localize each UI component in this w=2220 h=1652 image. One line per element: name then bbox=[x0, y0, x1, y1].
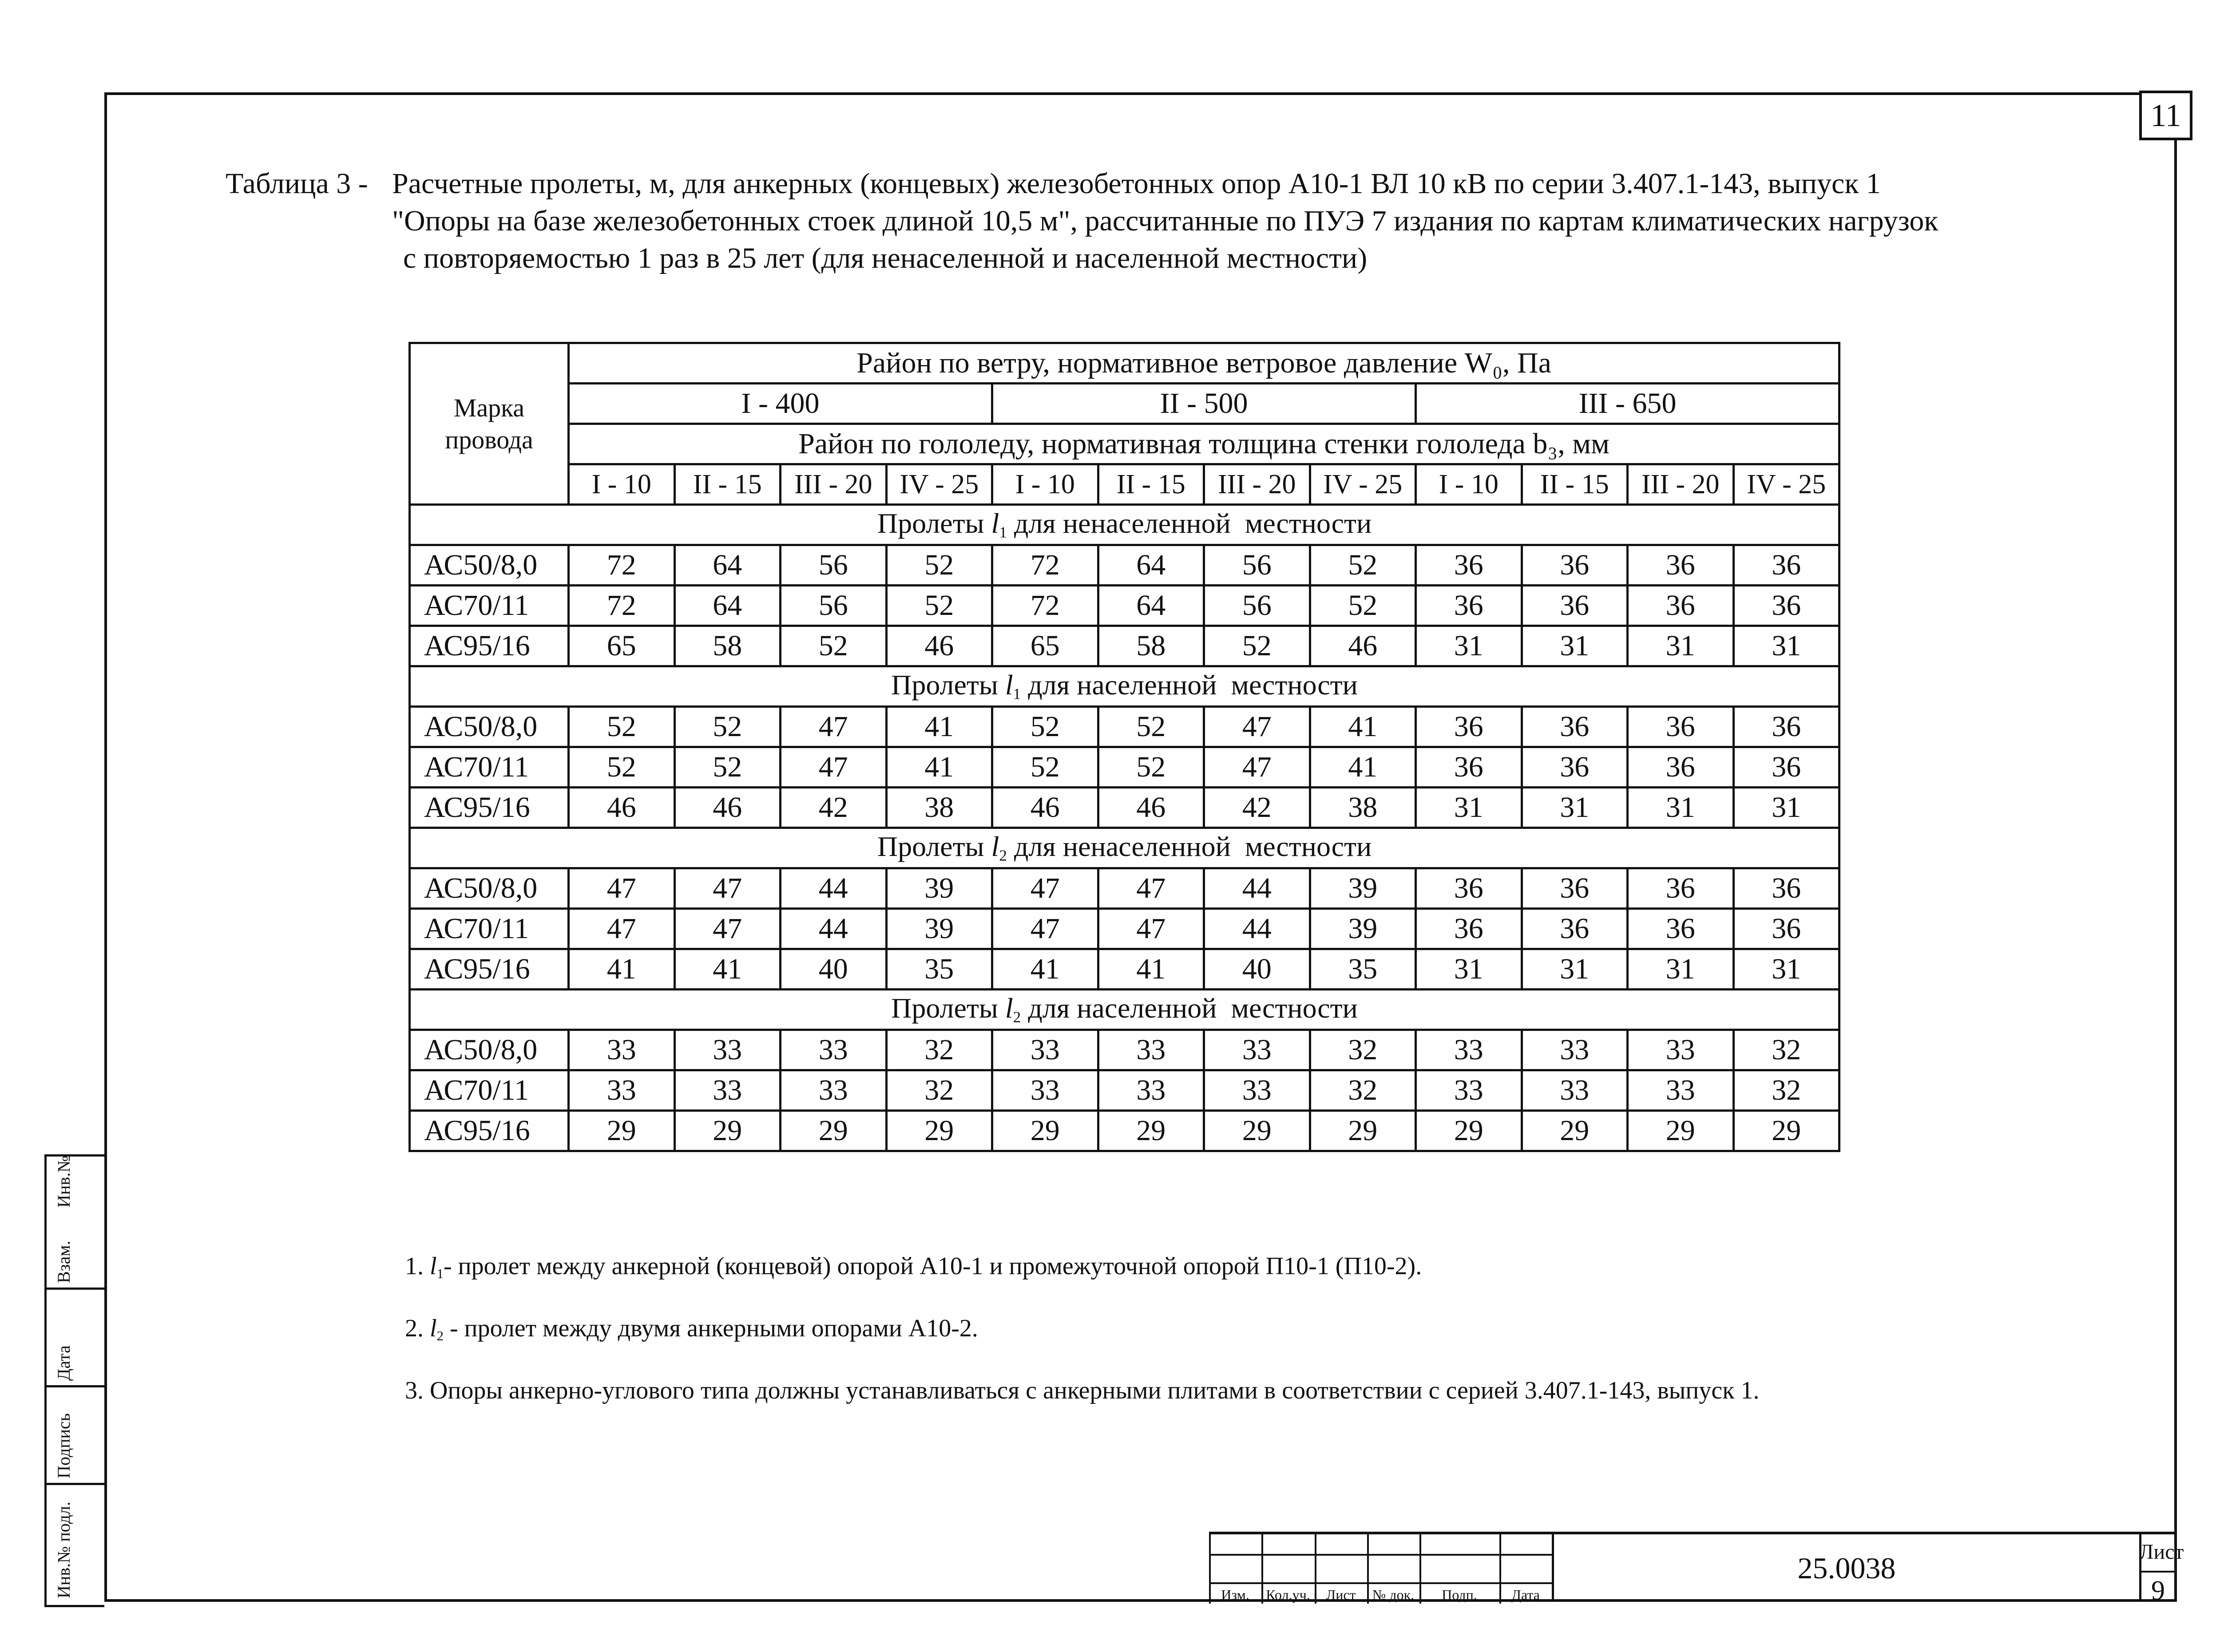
span-value-cell: 42 bbox=[1204, 788, 1310, 828]
table-row bbox=[410, 949, 1839, 990]
span-value-cell: 36 bbox=[1733, 586, 1839, 626]
span-value-cell: 33 bbox=[1522, 1030, 1628, 1070]
span-value-cell: 33 bbox=[1416, 1030, 1522, 1070]
span-value-cell: 33 bbox=[1522, 1070, 1628, 1111]
span-value-cell: 47 bbox=[781, 707, 887, 747]
span-value-cell: 33 bbox=[1204, 1070, 1310, 1111]
wire-brand-cell: АС50/8,0 bbox=[410, 868, 569, 909]
span-value-cell: 72 bbox=[569, 586, 675, 626]
span-value-cell: 29 bbox=[1733, 1111, 1839, 1151]
span-value-cell: 44 bbox=[1204, 909, 1310, 949]
span-value-cell: 31 bbox=[1628, 949, 1734, 990]
span-value-cell: 31 bbox=[1522, 626, 1628, 666]
table-row bbox=[410, 626, 1839, 666]
table-row bbox=[410, 707, 1839, 747]
span-value-cell: 31 bbox=[1733, 788, 1839, 828]
ice-col-header: III - 20 bbox=[781, 464, 887, 505]
ice-col-header: III - 20 bbox=[1628, 464, 1734, 505]
span-value-cell: 47 bbox=[1098, 868, 1204, 909]
span-value-cell: 72 bbox=[992, 586, 1098, 626]
table-row bbox=[410, 788, 1839, 828]
span-value-cell: 33 bbox=[674, 1070, 781, 1111]
span-value-cell: 29 bbox=[1310, 1111, 1416, 1151]
span-value-cell: 39 bbox=[1310, 909, 1416, 949]
span-value-cell: 46 bbox=[1098, 788, 1204, 828]
span-subscript: 1 bbox=[1013, 685, 1021, 703]
span-value-cell: 36 bbox=[1628, 545, 1734, 586]
span-value-cell: 47 bbox=[781, 747, 887, 788]
section-header-row bbox=[410, 505, 1839, 545]
span-value-cell: 52 bbox=[569, 747, 675, 788]
span-symbol: l bbox=[991, 831, 999, 863]
span-value-cell: 56 bbox=[1204, 545, 1310, 586]
note-number: 1. bbox=[405, 1252, 430, 1280]
span-value-cell: 38 bbox=[886, 788, 992, 828]
span-value-cell: 29 bbox=[569, 1111, 675, 1151]
note-item bbox=[405, 1314, 978, 1344]
span-value-cell: 64 bbox=[674, 586, 781, 626]
note-text: - пролет между анкерной (концевой) опорой А10-1 и промежуточной опорой П10-1 (П10-2). bbox=[443, 1252, 1422, 1280]
span-value-cell: 33 bbox=[1416, 1070, 1522, 1111]
span-value-cell: 39 bbox=[886, 909, 992, 949]
caption-line-2: "Опоры на базе железобетонных стоек длиной 10,5 м", рассчитанные по ПУЭ 7 издания по картам климатических нагрузок bbox=[392, 205, 1939, 237]
span-value-cell: 52 bbox=[992, 707, 1098, 747]
span-value-cell: 52 bbox=[1310, 586, 1416, 626]
span-value-cell: 36 bbox=[1522, 909, 1628, 949]
wire-brand-cell: АС70/11 bbox=[410, 1070, 569, 1111]
span-value-cell: 29 bbox=[781, 1111, 887, 1151]
ice-col-header: I - 10 bbox=[569, 464, 675, 505]
span-value-cell: 31 bbox=[1522, 788, 1628, 828]
span-value-cell: 64 bbox=[674, 545, 781, 586]
span-value-cell: 33 bbox=[781, 1070, 887, 1111]
span-value-cell: 32 bbox=[886, 1030, 992, 1070]
ice-col-header: II - 15 bbox=[1098, 464, 1204, 505]
span-value-cell: 36 bbox=[1416, 707, 1522, 747]
stamp-label-podpis: Подпись bbox=[54, 1413, 74, 1478]
ice-col-header: III - 20 bbox=[1204, 464, 1310, 505]
span-value-cell: 44 bbox=[781, 909, 887, 949]
note-number: 2. bbox=[405, 1315, 430, 1342]
span-value-cell: 72 bbox=[569, 545, 675, 586]
span-value-cell: 41 bbox=[886, 747, 992, 788]
span-value-cell: 33 bbox=[1628, 1030, 1734, 1070]
span-value-cell: 64 bbox=[1098, 545, 1204, 586]
span-value-cell: 65 bbox=[569, 626, 675, 666]
wire-brand-cell: АС50/8,0 bbox=[410, 1030, 569, 1070]
span-value-cell: 31 bbox=[1416, 949, 1522, 990]
span-value-cell: 29 bbox=[1204, 1111, 1310, 1151]
tb-col-list: Лист bbox=[1326, 1587, 1356, 1603]
span-value-cell: 52 bbox=[1204, 626, 1310, 666]
span-value-cell: 52 bbox=[1098, 747, 1204, 788]
span-value-cell: 41 bbox=[1310, 707, 1416, 747]
span-value-cell: 36 bbox=[1522, 707, 1628, 747]
span-value-cell: 29 bbox=[1628, 1111, 1734, 1151]
span-value-cell: 36 bbox=[1733, 909, 1839, 949]
span-value-cell: 41 bbox=[886, 707, 992, 747]
wire-brand-cell: АС70/11 bbox=[410, 586, 569, 626]
wire-brand-cell: АС95/16 bbox=[410, 949, 569, 990]
sheet-number: 9 bbox=[2151, 1576, 2165, 1606]
table-row bbox=[410, 747, 1839, 788]
tb-col-podp: Подп. bbox=[1442, 1587, 1477, 1603]
table-row bbox=[410, 1111, 1839, 1151]
span-value-cell: 33 bbox=[674, 1030, 781, 1070]
section-header-row bbox=[410, 828, 1839, 868]
span-value-cell: 47 bbox=[569, 909, 675, 949]
span-value-cell: 32 bbox=[1733, 1070, 1839, 1111]
span-value-cell: 41 bbox=[1098, 949, 1204, 990]
section-title bbox=[410, 828, 1839, 868]
span-value-cell: 36 bbox=[1628, 747, 1734, 788]
span-value-cell: 47 bbox=[569, 868, 675, 909]
span-value-cell: 72 bbox=[992, 545, 1098, 586]
section-title-prefix: Пролеты bbox=[891, 992, 1005, 1024]
table-row bbox=[410, 1030, 1839, 1070]
span-value-cell: 32 bbox=[1310, 1070, 1416, 1111]
span-value-cell: 33 bbox=[1628, 1070, 1734, 1111]
ice-col-header: IV - 25 bbox=[886, 464, 992, 505]
wind-group-header: I - 400 bbox=[569, 384, 992, 424]
ice-col-header: II - 15 bbox=[1522, 464, 1628, 505]
tb-col-kolich: Кол.уч. bbox=[1266, 1587, 1310, 1603]
span-value-cell: 52 bbox=[674, 707, 781, 747]
span-value-cell: 56 bbox=[1204, 586, 1310, 626]
note-text: Опоры анкерно-углового типа должны устанавливаться с анкерными плитами в соответствии с серией 3.407.1-143, выпуск 1. bbox=[430, 1377, 1760, 1404]
section-title-suffix: для населенной местности bbox=[1021, 669, 1358, 701]
section-title-suffix: для населенной местности bbox=[1021, 992, 1358, 1024]
table-row bbox=[410, 909, 1839, 949]
span-value-cell: 64 bbox=[1098, 586, 1204, 626]
section-header-row bbox=[410, 666, 1839, 707]
tb-col-izm: Изм. bbox=[1221, 1587, 1249, 1603]
span-value-cell: 36 bbox=[1416, 909, 1522, 949]
span-value-cell: 42 bbox=[781, 788, 887, 828]
wind-header: Район по ветру, нормативное ветровое давление W₀, Па bbox=[569, 343, 1839, 384]
span-value-cell: 38 bbox=[1310, 788, 1416, 828]
span-value-cell: 47 bbox=[674, 868, 781, 909]
span-value-cell: 65 bbox=[992, 626, 1098, 666]
span-subscript: 2 bbox=[999, 847, 1007, 864]
stamp-label-vzam: Взам. bbox=[54, 1240, 74, 1283]
tb-col-data: Дата bbox=[1511, 1587, 1540, 1603]
span-value-cell: 41 bbox=[674, 949, 781, 990]
span-value-cell: 52 bbox=[781, 626, 887, 666]
span-value-cell: 36 bbox=[1733, 707, 1839, 747]
span-subscript: 1 bbox=[999, 523, 1007, 541]
span-value-cell: 35 bbox=[1310, 949, 1416, 990]
span-value-cell: 47 bbox=[1204, 747, 1310, 788]
note-item bbox=[405, 1376, 1759, 1405]
title-block-revisions bbox=[1209, 1533, 1552, 1604]
span-value-cell: 52 bbox=[886, 545, 992, 586]
span-subscript: 1 bbox=[436, 1266, 444, 1282]
sheet-label: Лист bbox=[2139, 1540, 2184, 1564]
span-value-cell: 31 bbox=[1628, 626, 1734, 666]
span-value-cell: 58 bbox=[1098, 626, 1204, 666]
stamp-label-inv: Инв.№ bbox=[54, 1155, 74, 1208]
ice-col-header: II - 15 bbox=[674, 464, 781, 505]
span-value-cell: 33 bbox=[569, 1030, 675, 1070]
span-value-cell: 31 bbox=[1522, 949, 1628, 990]
span-value-cell: 46 bbox=[1310, 626, 1416, 666]
span-value-cell: 33 bbox=[1204, 1030, 1310, 1070]
section-title-prefix: Пролеты bbox=[877, 507, 991, 539]
section-header-row bbox=[410, 990, 1839, 1030]
span-value-cell: 47 bbox=[674, 909, 781, 949]
ice-col-header: I - 10 bbox=[992, 464, 1098, 505]
span-value-cell: 36 bbox=[1628, 909, 1734, 949]
span-value-cell: 52 bbox=[674, 747, 781, 788]
span-value-cell: 41 bbox=[1310, 747, 1416, 788]
caption-line-1: Расчетные пролеты, м, для анкерных (концевых) железобетонных опор А10-1 ВЛ 10 кВ по серии 3.407.1-143, выпуск 1 bbox=[392, 167, 1881, 200]
span-value-cell: 46 bbox=[992, 788, 1098, 828]
span-symbol: l bbox=[430, 1315, 437, 1342]
ice-col-header: IV - 25 bbox=[1310, 464, 1416, 505]
span-value-cell: 29 bbox=[674, 1111, 781, 1151]
side-stamp bbox=[44, 1154, 104, 1607]
wind-group-header: III - 650 bbox=[1416, 384, 1839, 424]
ice-col-header: I - 10 bbox=[1416, 464, 1522, 505]
spans-table bbox=[408, 342, 1840, 1152]
ice-header: Район по гололеду, нормативная толщина стенки гололеда b₃, мм bbox=[569, 424, 1839, 464]
span-value-cell: 36 bbox=[1733, 747, 1839, 788]
span-value-cell: 56 bbox=[781, 545, 887, 586]
span-subscript: 2 bbox=[436, 1328, 444, 1344]
span-value-cell: 41 bbox=[992, 949, 1098, 990]
span-value-cell: 41 bbox=[569, 949, 675, 990]
sheet-separator bbox=[2139, 1571, 2177, 1573]
span-value-cell: 31 bbox=[1733, 626, 1839, 666]
table-row bbox=[410, 1070, 1839, 1111]
span-value-cell: 31 bbox=[1416, 626, 1522, 666]
span-value-cell: 36 bbox=[1522, 545, 1628, 586]
span-value-cell: 56 bbox=[781, 586, 887, 626]
span-value-cell: 31 bbox=[1628, 788, 1734, 828]
table-row bbox=[410, 586, 1839, 626]
span-value-cell: 47 bbox=[992, 909, 1098, 949]
tb-col-ndok: № док. bbox=[1372, 1587, 1415, 1603]
span-value-cell: 47 bbox=[1098, 909, 1204, 949]
span-value-cell: 33 bbox=[781, 1030, 887, 1070]
wire-brand-cell: АС70/11 bbox=[410, 747, 569, 788]
span-value-cell: 39 bbox=[1310, 868, 1416, 909]
span-value-cell: 47 bbox=[992, 868, 1098, 909]
span-value-cell: 35 bbox=[886, 949, 992, 990]
document-code: 25.0038 bbox=[1552, 1534, 2139, 1602]
span-value-cell: 40 bbox=[1204, 949, 1310, 990]
span-symbol: l bbox=[1005, 992, 1013, 1024]
span-value-cell: 36 bbox=[1416, 586, 1522, 626]
section-title-prefix: Пролеты bbox=[891, 669, 1005, 701]
ice-col-header: IV - 25 bbox=[1733, 464, 1839, 505]
span-value-cell: 58 bbox=[674, 626, 781, 666]
span-value-cell: 33 bbox=[992, 1070, 1098, 1111]
stamp-label-data: Дата bbox=[54, 1345, 74, 1381]
span-value-cell: 36 bbox=[1416, 747, 1522, 788]
span-value-cell: 44 bbox=[781, 868, 887, 909]
span-value-cell: 31 bbox=[1416, 788, 1522, 828]
span-value-cell: 33 bbox=[992, 1030, 1098, 1070]
wire-brand-cell: АС50/8,0 bbox=[410, 707, 569, 747]
span-value-cell: 29 bbox=[1522, 1111, 1628, 1151]
span-value-cell: 46 bbox=[886, 626, 992, 666]
span-value-cell: 44 bbox=[1204, 868, 1310, 909]
note-text: - пролет между двумя анкерными опорами А10-2. bbox=[443, 1315, 978, 1342]
span-value-cell: 33 bbox=[1098, 1030, 1204, 1070]
span-value-cell: 36 bbox=[1522, 747, 1628, 788]
span-value-cell: 52 bbox=[1310, 545, 1416, 586]
span-value-cell: 36 bbox=[1628, 868, 1734, 909]
span-value-cell: 33 bbox=[1098, 1070, 1204, 1111]
span-value-cell: 40 bbox=[781, 949, 887, 990]
wire-brand-cell: АС50/8,0 bbox=[410, 545, 569, 586]
span-symbol: l bbox=[991, 507, 999, 539]
span-value-cell: 36 bbox=[1522, 586, 1628, 626]
table-row bbox=[410, 545, 1839, 586]
stamp-label-inv-podl: Инв.№ подл. bbox=[54, 1501, 74, 1598]
span-value-cell: 52 bbox=[992, 747, 1098, 788]
span-value-cell: 36 bbox=[1628, 586, 1734, 626]
span-symbol: l bbox=[1005, 669, 1013, 701]
span-value-cell: 52 bbox=[886, 586, 992, 626]
span-value-cell: 36 bbox=[1522, 868, 1628, 909]
span-value-cell: 36 bbox=[1628, 707, 1734, 747]
span-subscript: 2 bbox=[1013, 1008, 1021, 1026]
span-value-cell: 32 bbox=[1310, 1030, 1416, 1070]
span-value-cell: 36 bbox=[1416, 868, 1522, 909]
span-value-cell: 29 bbox=[1098, 1111, 1204, 1151]
wind-group-header: II - 500 bbox=[992, 384, 1416, 424]
section-title bbox=[410, 990, 1839, 1030]
wire-brand-cell: АС95/16 bbox=[410, 788, 569, 828]
caption-label: Таблица 3 - bbox=[226, 167, 368, 200]
span-value-cell: 31 bbox=[1733, 949, 1839, 990]
section-title-prefix: Пролеты bbox=[877, 831, 991, 863]
span-symbol: l bbox=[430, 1252, 437, 1280]
span-value-cell: 36 bbox=[1733, 868, 1839, 909]
span-value-cell: 32 bbox=[1733, 1030, 1839, 1070]
span-value-cell: 36 bbox=[1416, 545, 1522, 586]
section-title bbox=[410, 505, 1839, 545]
span-value-cell: 47 bbox=[1204, 707, 1310, 747]
wire-brand-cell: АС70/11 bbox=[410, 909, 569, 949]
table-row bbox=[410, 868, 1839, 909]
span-value-cell: 29 bbox=[1416, 1111, 1522, 1151]
span-value-cell: 46 bbox=[674, 788, 781, 828]
section-title-suffix: для ненаселенной местности bbox=[1007, 507, 1372, 539]
span-value-cell: 52 bbox=[1098, 707, 1204, 747]
note-item bbox=[405, 1252, 1422, 1282]
span-value-cell: 33 bbox=[569, 1070, 675, 1111]
section-title-suffix: для ненаселенной местности bbox=[1007, 831, 1372, 863]
note-number: 3. bbox=[405, 1377, 430, 1404]
wire-brand-cell: АС95/16 bbox=[410, 626, 569, 666]
brand-header: Марка провода bbox=[410, 343, 569, 505]
span-value-cell: 39 bbox=[886, 868, 992, 909]
sheet-corner-number: 11 bbox=[2139, 91, 2192, 140]
wire-brand-cell: АС95/16 bbox=[410, 1111, 569, 1151]
span-value-cell: 32 bbox=[886, 1070, 992, 1111]
span-value-cell: 29 bbox=[992, 1111, 1098, 1151]
span-value-cell: 36 bbox=[1733, 545, 1839, 586]
span-value-cell: 52 bbox=[569, 707, 675, 747]
span-value-cell: 46 bbox=[569, 788, 675, 828]
section-title bbox=[410, 666, 1839, 707]
caption-line-3: с повторяемостью 1 раз в 25 лет (для ненаселенной и населенной местности) bbox=[403, 242, 1368, 274]
span-value-cell: 29 bbox=[886, 1111, 992, 1151]
